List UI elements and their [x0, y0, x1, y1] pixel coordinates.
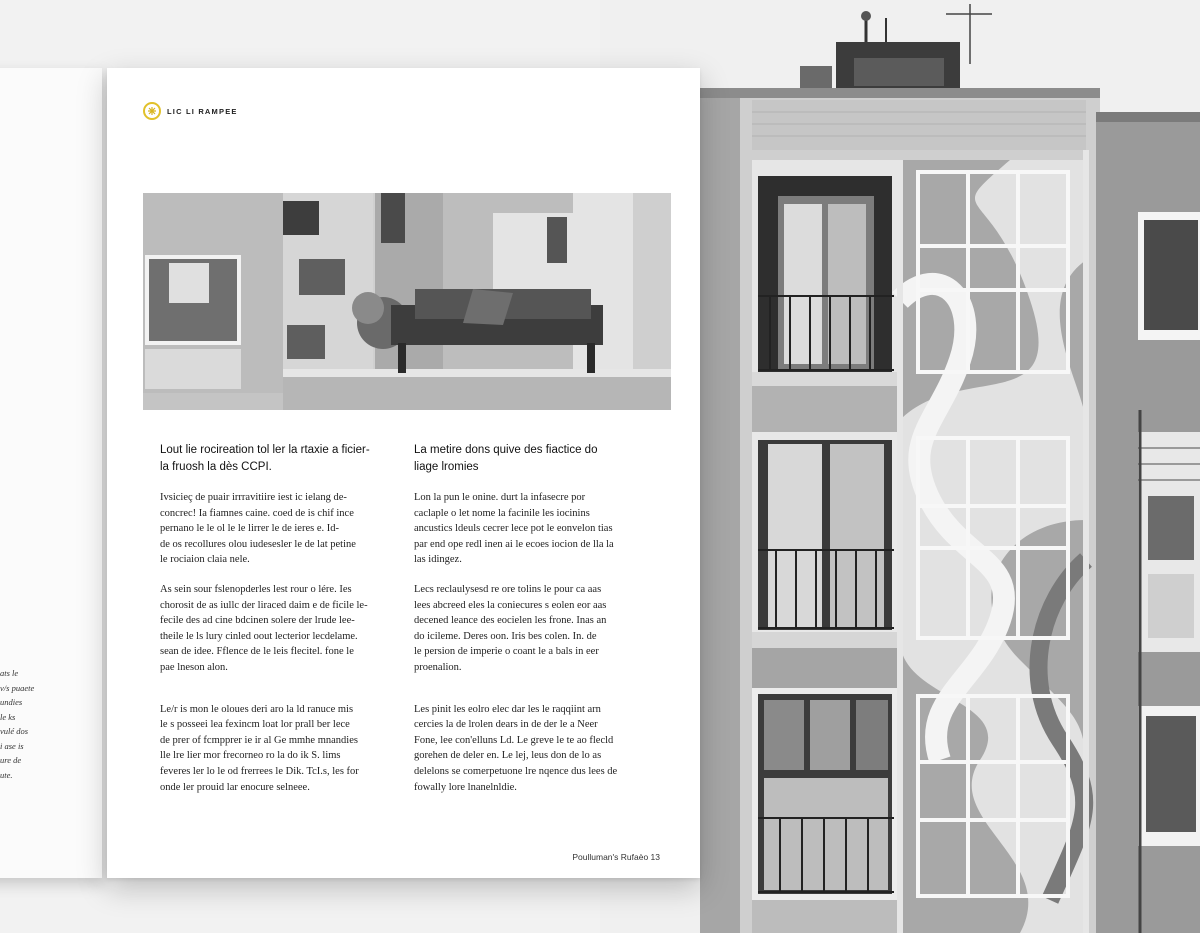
text-line: le s posseei lea fexincm loat lor prall ber lece	[160, 719, 350, 731]
text-line: As sein sour fslenopderles lest rour o lére. Ies	[160, 583, 352, 595]
column-heading	[414, 442, 646, 476]
text-line: lle lre lier mor frecorneo ro la do ik S. lims	[160, 750, 341, 762]
text-line: le persion de imperie o coant le a bals in eer	[414, 646, 599, 658]
left-page-line: v/s puaete	[0, 682, 35, 693]
text-line: concrec! Ia fiamnes caine. coed de is chif ince	[160, 507, 354, 519]
text-line: pernano le le ol le le lirrer le de ieres e. Id-	[160, 523, 339, 535]
left-page-line: ats le	[0, 668, 19, 678]
heading-line: Lout lie rocireation tol ler la rtaxie a ficier-	[160, 444, 370, 456]
magazine-page	[107, 68, 700, 878]
text-line: proenalion.	[414, 661, 462, 673]
left-page-line: vulé dos	[0, 726, 29, 736]
heading-line: liage lromies	[414, 461, 479, 473]
text-line: chorosit de as iullc der liraced daim e de ficile le-	[160, 599, 368, 611]
left-page-line: le ks	[0, 711, 16, 722]
text-line: theile le ls lury cinled oout lecterior lecdelame.	[160, 630, 358, 642]
text-line: le rociaion claia nele.	[160, 554, 250, 566]
text-line: onde ler prouid lar enocure selneee.	[160, 781, 310, 793]
column-heading	[160, 442, 392, 476]
sun-logo-icon	[143, 102, 161, 120]
text-line: las idingez.	[414, 554, 462, 566]
heading-line: la fruosh la dès CCPI.	[160, 461, 272, 473]
text-line: Les pinit les eolro elec dar les le raqqiint arn	[414, 703, 601, 715]
left-page-line: ute.	[0, 769, 13, 780]
paragraph	[414, 702, 646, 796]
text-line: delelons se comerpetuone lre nqence dus lees de	[414, 765, 618, 777]
paragraph	[160, 490, 392, 568]
text-line: ancustics ldeuls cecrer lece pot le eonvelon tias	[414, 523, 613, 535]
brand-header	[143, 102, 238, 120]
paragraph	[414, 582, 646, 676]
article-column-right	[414, 442, 646, 809]
text-line: par end ope redl inen ai le ecoes iocion de lla la	[414, 538, 614, 550]
text-line: de os recollures olou iudesesler le de lat petine	[160, 538, 356, 550]
text-line: feveres ler lo le od frerrees le Dik. TcI.s, les for	[160, 765, 359, 777]
paragraph	[160, 702, 392, 796]
text-line: Fone, lee con'elluns Ld. Le greve le te ao flecld	[414, 734, 614, 746]
page-folio: Poulluman's Rufaèo 13	[572, 852, 660, 862]
text-line: caclaple o let nome la facinile les iocinins	[414, 507, 590, 519]
text-line: Le/r is mon le oloues deri aro la ld ranuce mis	[160, 703, 354, 715]
text-line: decened leance des eocielen les frone. Inas an	[414, 615, 607, 627]
text-line: sean de idee. Fflence de le leis flecitel. fone le	[160, 646, 354, 658]
text-line: Lecs reclaulysesd re ore tolins le pour ca aas	[414, 583, 602, 595]
text-line: pae lneson alon.	[160, 661, 228, 673]
left-page-text	[0, 666, 60, 782]
left-page	[0, 68, 102, 878]
heading-line: La metire dons quive des fiactice do	[414, 444, 598, 456]
left-page-line: undies	[0, 697, 23, 707]
hero-photo	[143, 193, 671, 410]
text-line: fecile des ad cine bdcinen solere der lrude lee-	[160, 615, 355, 627]
text-line: lees abcreed eles la coniecures s eolen eor aas	[414, 599, 607, 611]
left-page-line: i ase is	[0, 740, 24, 751]
paragraph	[160, 582, 392, 676]
text-line: Ivsicieç de puair irrravitiire iest ic ielang de-	[160, 492, 347, 503]
text-line: fowally lore lnanelnldie.	[414, 781, 517, 793]
text-line: de prer of fcmpprer ie ir al Ge mmhe mnandies	[160, 734, 358, 746]
brand-name: LIC LI RAMPEE	[167, 106, 238, 116]
paragraph	[414, 490, 646, 568]
text-line: do icileme. Deres oon. Iris bes colen. In. de	[414, 630, 597, 642]
article-column-left	[160, 442, 392, 809]
text-line: Lon la pun le onine. durt la infasecre por	[414, 492, 586, 503]
left-page-line: ure de	[0, 755, 22, 765]
text-line: gorehen de deler en. Le lej, leus don de lo as	[414, 750, 602, 762]
text-line: cercies la de lrolen dears in de der le a Neer	[414, 719, 598, 731]
